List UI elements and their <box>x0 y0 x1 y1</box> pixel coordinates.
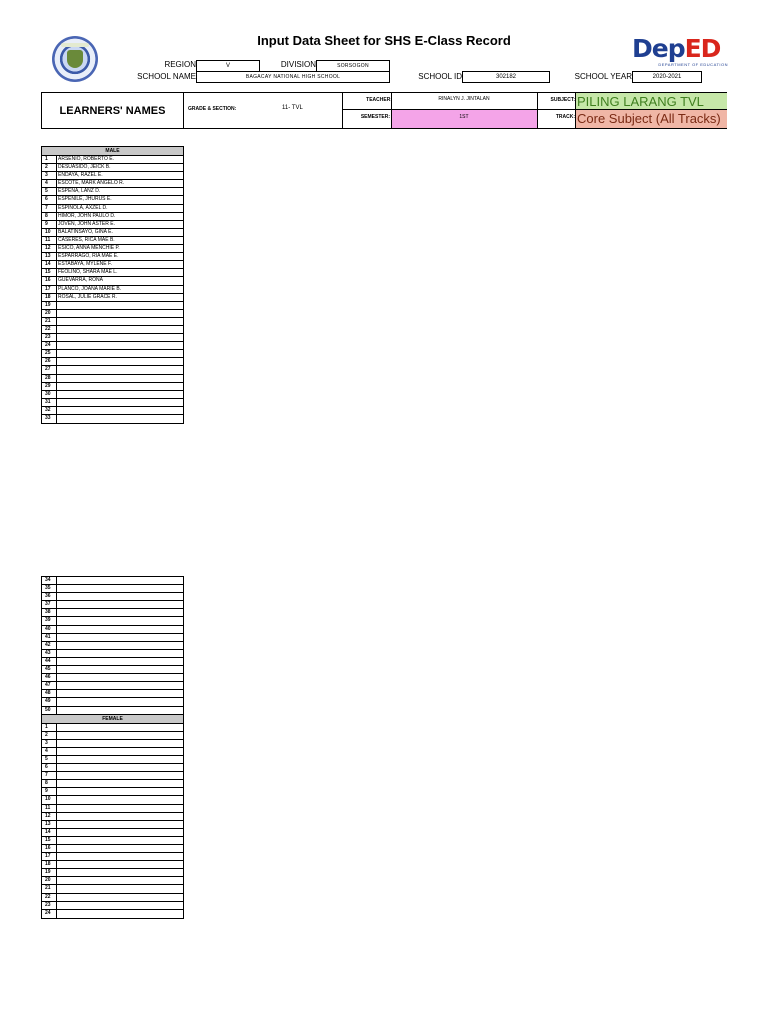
female-learner-row <box>42 740 183 748</box>
male-learner-row <box>42 237 183 245</box>
row-number: 27 <box>42 366 57 373</box>
learner-name-cell[interactable] <box>57 853 183 860</box>
male-learner-row <box>42 577 183 585</box>
row-number: 10 <box>42 229 57 236</box>
learner-name-cell[interactable] <box>57 593 183 600</box>
learner-name-cell[interactable] <box>57 707 183 714</box>
row-number: 19 <box>42 302 57 309</box>
row-number: 14 <box>42 261 57 268</box>
row-number: 20 <box>42 877 57 884</box>
region-label: REGION <box>164 60 196 69</box>
male-learner-row <box>42 650 183 658</box>
row-number: 5 <box>42 756 57 763</box>
learner-name-cell[interactable] <box>57 601 183 608</box>
school-year-field[interactable]: 2020-2021 <box>632 71 702 83</box>
semester-label: SEMESTER: <box>360 114 390 120</box>
row-number: 44 <box>42 658 57 665</box>
row-number: 2 <box>42 732 57 739</box>
learner-name-cell[interactable] <box>57 748 183 755</box>
female-learner-row <box>42 861 183 869</box>
row-number: 9 <box>42 788 57 795</box>
region-field[interactable]: V <box>196 60 260 72</box>
learner-name-cell[interactable]: BALATINSAYO, GINA E. <box>58 228 113 235</box>
male-learner-row <box>42 626 183 634</box>
learner-name-cell[interactable] <box>57 845 183 852</box>
male-learner-row <box>42 642 183 650</box>
female-learner-row <box>42 869 183 877</box>
male-learner-row <box>42 261 183 269</box>
male-learner-row <box>42 172 183 180</box>
row-number: 6 <box>42 764 57 771</box>
page-title: Input Data Sheet for SHS E-Class Record <box>257 33 511 48</box>
row-number: 15 <box>42 837 57 844</box>
male-learner-row <box>42 221 183 229</box>
male-learner-row <box>42 593 183 601</box>
learner-name-cell[interactable] <box>57 310 183 317</box>
learner-name-cell[interactable]: ARSENIO, ROBERTO E. <box>58 156 114 162</box>
male-learner-row <box>42 407 183 415</box>
learner-name-cell[interactable]: PLANCO, JOANA MARIE B. <box>58 285 122 292</box>
male-learner-row <box>42 310 183 318</box>
learner-name-cell[interactable]: ESPARRAGO, RIA MAE E. <box>58 253 119 260</box>
row-number: 21 <box>42 318 57 325</box>
learner-name-cell[interactable]: ESTABAYA, MYLENE F. <box>58 261 112 268</box>
learner-name-cell[interactable] <box>57 399 183 406</box>
male-learner-row <box>42 415 183 423</box>
male-learner-row <box>42 601 183 609</box>
male-learner-row <box>42 342 183 350</box>
male-learner-row <box>42 666 183 674</box>
learner-name-cell[interactable] <box>57 326 183 333</box>
row-number: 38 <box>42 609 57 616</box>
learner-name-cell[interactable] <box>57 813 183 820</box>
male-learner-row <box>42 690 183 698</box>
learner-name-cell[interactable]: ESICO, ANNA MENCHIE P. <box>58 245 120 252</box>
learner-name-cell[interactable] <box>57 318 183 325</box>
male-learner-row <box>42 180 183 188</box>
row-number: 11 <box>42 805 57 812</box>
female-learner-row <box>42 837 183 845</box>
learner-name-cell[interactable] <box>57 756 183 763</box>
male-learner-row <box>42 358 183 366</box>
teacher-label: TEACHER: <box>366 97 392 103</box>
row-number: 12 <box>42 245 57 252</box>
class-info-panel <box>41 92 727 129</box>
male-learner-row <box>42 609 183 617</box>
track-label: TRACK: <box>555 114 575 120</box>
row-number: 41 <box>42 634 57 641</box>
row-number: 13 <box>42 253 57 260</box>
learner-name-cell[interactable] <box>57 391 183 398</box>
row-number: 37 <box>42 601 57 608</box>
row-number: 33 <box>42 415 57 423</box>
learner-name-cell[interactable] <box>57 788 183 795</box>
female-learner-row <box>42 788 183 796</box>
female-learner-row <box>42 853 183 861</box>
learner-name-cell[interactable] <box>57 650 183 657</box>
learner-name-cell[interactable] <box>57 877 183 884</box>
learner-name-cell[interactable] <box>57 829 183 836</box>
division-field[interactable]: SORSOGON <box>316 60 390 72</box>
male-learner-row <box>42 213 183 221</box>
female-learner-row <box>42 748 183 756</box>
learner-name-cell[interactable]: FEOLINO, SHARA MAE L. <box>58 269 118 276</box>
female-learner-row <box>42 902 183 910</box>
learner-name-cell[interactable]: ESCOTE, MARK ANGELO R. <box>58 180 125 187</box>
learner-name-cell[interactable] <box>57 910 183 918</box>
row-number: 19 <box>42 869 57 876</box>
learner-name-cell[interactable]: JOVEN, JOHN ASTER E. <box>58 220 115 227</box>
learner-name-cell[interactable] <box>57 682 183 689</box>
learner-name-cell[interactable] <box>57 585 183 592</box>
row-number: 18 <box>42 294 57 301</box>
semester-field[interactable]: 1ST <box>459 114 469 120</box>
male-learner-row <box>42 286 183 294</box>
learner-name-cell[interactable] <box>57 805 183 812</box>
learner-name-cell[interactable] <box>57 617 183 624</box>
learner-name-cell[interactable] <box>57 383 183 390</box>
row-number: 50 <box>42 707 57 714</box>
female-learner-row <box>42 845 183 853</box>
row-number: 42 <box>42 642 57 649</box>
learner-name-cell[interactable]: ROSAL, JULIE GRACE R. <box>58 293 117 300</box>
row-number: 7 <box>42 205 57 212</box>
row-number: 4 <box>42 180 57 187</box>
male-learner-row <box>42 318 183 326</box>
grade-section-field[interactable]: 11- TVL <box>282 105 303 111</box>
row-number: 8 <box>42 780 57 787</box>
row-number: 9 <box>42 221 57 228</box>
row-number: 7 <box>42 772 57 779</box>
row-number: 10 <box>42 796 57 803</box>
learner-name-cell[interactable]: GUEVARRA, RONA <box>58 277 103 284</box>
learner-name-cell[interactable] <box>57 674 183 681</box>
learner-name-cell[interactable] <box>57 698 183 705</box>
female-learner-row <box>42 756 183 764</box>
female-learner-row <box>42 805 183 813</box>
learner-name-cell[interactable]: ESPEÑA, LANZ D. <box>58 188 101 195</box>
row-number: 48 <box>42 690 57 697</box>
division-label: DIVISION <box>280 60 316 69</box>
female-learner-row <box>42 796 183 804</box>
school-id-label: SCHOOL ID <box>418 72 462 81</box>
learner-name-cell[interactable] <box>57 334 183 341</box>
learner-name-cell[interactable] <box>57 626 183 633</box>
deped-logo: DepED DEPARTMENT OF EDUCATION <box>632 34 728 67</box>
row-number: 23 <box>42 902 57 909</box>
female-learner-row <box>42 829 183 837</box>
row-number: 3 <box>42 172 57 179</box>
male-learner-row <box>42 277 183 285</box>
female-learner-row <box>42 780 183 788</box>
male-learner-row <box>42 302 183 310</box>
learner-name-cell[interactable] <box>57 732 183 739</box>
row-number: 29 <box>42 383 57 390</box>
row-number: 22 <box>42 894 57 901</box>
male-learner-row <box>42 253 183 261</box>
learner-name-cell[interactable] <box>57 724 183 731</box>
row-number: 18 <box>42 861 57 868</box>
learner-name-cell[interactable]: ESPENILE, JHURUS E. <box>58 196 112 203</box>
row-number: 15 <box>42 269 57 276</box>
female-learner-row <box>42 821 183 829</box>
school-id-field[interactable]: 302182 <box>462 71 550 83</box>
learner-name-cell[interactable] <box>57 740 183 747</box>
deped-seal-icon <box>52 36 98 82</box>
row-number: 46 <box>42 674 57 681</box>
learner-name-cell[interactable] <box>57 837 183 844</box>
female-learner-row <box>42 732 183 740</box>
row-number: 6 <box>42 196 57 203</box>
male-learner-row <box>42 245 183 253</box>
learner-name-cell[interactable]: CASERES, RICA MAE B. <box>58 236 115 243</box>
row-number: 25 <box>42 350 57 357</box>
row-number: 1 <box>42 156 57 163</box>
learner-name-cell[interactable] <box>57 415 183 423</box>
row-number: 31 <box>42 399 57 406</box>
row-number: 2 <box>42 164 57 171</box>
school-year-label: SCHOOL YEAR <box>574 72 632 81</box>
row-number: 17 <box>42 853 57 860</box>
male-learner-row <box>42 399 183 407</box>
row-number: 12 <box>42 813 57 820</box>
row-number: 30 <box>42 391 57 398</box>
row-number: 13 <box>42 821 57 828</box>
male-learner-row <box>42 375 183 383</box>
male-learner-row <box>42 188 183 196</box>
row-number: 34 <box>42 577 57 584</box>
learner-name-cell[interactable] <box>57 902 183 909</box>
row-number: 24 <box>42 342 57 349</box>
male-learner-row <box>42 634 183 642</box>
male-learner-row <box>42 326 183 334</box>
female-learner-row <box>42 772 183 780</box>
male-learners-list <box>41 146 184 424</box>
row-number: 28 <box>42 375 57 382</box>
learner-name-cell[interactable] <box>57 609 183 616</box>
learner-name-cell[interactable] <box>57 869 183 876</box>
row-number: 47 <box>42 682 57 689</box>
learner-name-cell[interactable] <box>57 764 183 771</box>
learner-name-cell[interactable] <box>57 342 183 349</box>
female-learner-row <box>42 894 183 902</box>
female-learner-row <box>42 885 183 893</box>
row-number: 8 <box>42 213 57 220</box>
male-learner-row <box>42 658 183 666</box>
male-learner-row <box>42 391 183 399</box>
learner-name-cell[interactable] <box>57 350 183 357</box>
male-learner-row <box>42 350 183 358</box>
row-number: 45 <box>42 666 57 673</box>
male-learner-row <box>42 674 183 682</box>
learner-name-cell[interactable] <box>57 577 183 584</box>
row-number: 40 <box>42 626 57 633</box>
female-learner-row <box>42 764 183 772</box>
male-learner-row <box>42 617 183 625</box>
row-number: 4 <box>42 748 57 755</box>
learner-name-cell[interactable] <box>57 894 183 901</box>
male-learner-row <box>42 205 183 213</box>
male-learner-row <box>42 682 183 690</box>
row-number: 17 <box>42 286 57 293</box>
row-number: 14 <box>42 829 57 836</box>
learner-name-cell[interactable] <box>57 885 183 892</box>
male-learner-row <box>42 229 183 237</box>
male-learner-row <box>42 366 183 374</box>
learner-name-cell[interactable] <box>57 796 183 803</box>
row-number: 24 <box>42 910 57 918</box>
row-number: 32 <box>42 407 57 414</box>
school-name-label: SCHOOL NAME <box>137 72 196 81</box>
learner-name-cell[interactable] <box>57 666 183 673</box>
row-number: 23 <box>42 334 57 341</box>
row-number: 26 <box>42 358 57 365</box>
male-learner-row <box>42 164 183 172</box>
male-learner-row <box>42 585 183 593</box>
learner-name-cell[interactable] <box>57 407 183 414</box>
male-learner-row <box>42 196 183 204</box>
female-learner-row <box>42 724 183 732</box>
female-learner-row <box>42 813 183 821</box>
learner-name-cell[interactable] <box>57 780 183 787</box>
male-learner-row <box>42 294 183 302</box>
learner-name-cell[interactable] <box>57 642 183 649</box>
row-number: 35 <box>42 585 57 592</box>
male-learner-row <box>42 383 183 391</box>
male-learner-row <box>42 707 183 715</box>
row-number: 20 <box>42 310 57 317</box>
row-number: 43 <box>42 650 57 657</box>
learners-list-continued <box>41 576 184 919</box>
subject-label: SUBJECT: <box>550 97 575 103</box>
row-number: 22 <box>42 326 57 333</box>
learner-name-cell[interactable] <box>57 302 183 309</box>
learner-name-cell[interactable] <box>57 861 183 868</box>
grade-section-label: GRADE & SECTION: <box>188 106 237 112</box>
female-section-header: FEMALE <box>42 715 183 724</box>
row-number: 36 <box>42 593 57 600</box>
row-number: 49 <box>42 698 57 705</box>
learner-name-cell[interactable] <box>57 772 183 779</box>
learner-name-cell[interactable] <box>57 358 183 365</box>
learner-name-cell[interactable] <box>57 375 183 382</box>
male-learner-row <box>42 334 183 342</box>
row-number: 1 <box>42 724 57 731</box>
subject-field[interactable]: PILING LARANG TVL <box>577 94 704 109</box>
learners-names-heading: LEARNERS' NAMES <box>42 93 184 128</box>
female-learner-row <box>42 877 183 885</box>
row-number: 3 <box>42 740 57 747</box>
learner-name-cell[interactable]: HIMOR, JOHN PAULO D. <box>58 212 116 219</box>
male-learner-row <box>42 156 183 164</box>
learner-name-cell[interactable] <box>57 658 183 665</box>
row-number: 11 <box>42 237 57 244</box>
male-learner-row <box>42 698 183 706</box>
row-number: 16 <box>42 277 57 284</box>
learner-name-cell[interactable] <box>57 690 183 697</box>
male-learner-row <box>42 269 183 277</box>
row-number: 16 <box>42 845 57 852</box>
learner-name-cell[interactable] <box>57 821 183 828</box>
learner-name-cell[interactable]: DESUASIDO, JEICK B. <box>58 164 111 171</box>
row-number: 39 <box>42 617 57 624</box>
learner-name-cell[interactable]: ENDAYA, RAZEL E. <box>58 172 103 179</box>
row-number: 5 <box>42 188 57 195</box>
learner-name-cell[interactable] <box>57 366 183 373</box>
track-field[interactable]: Core Subject (All Tracks) <box>577 111 721 126</box>
learner-name-cell[interactable]: ESPINOLA, AXZEL D. <box>58 204 108 211</box>
female-learner-row <box>42 910 183 918</box>
learner-name-cell[interactable] <box>57 634 183 641</box>
school-name-field[interactable]: BAGACAY NATIONAL HIGH SCHOOL <box>196 71 390 83</box>
row-number: 21 <box>42 885 57 892</box>
teacher-field[interactable]: RINALYN J. JINTALAN <box>438 96 490 102</box>
male-section-header: MALE <box>42 147 183 156</box>
